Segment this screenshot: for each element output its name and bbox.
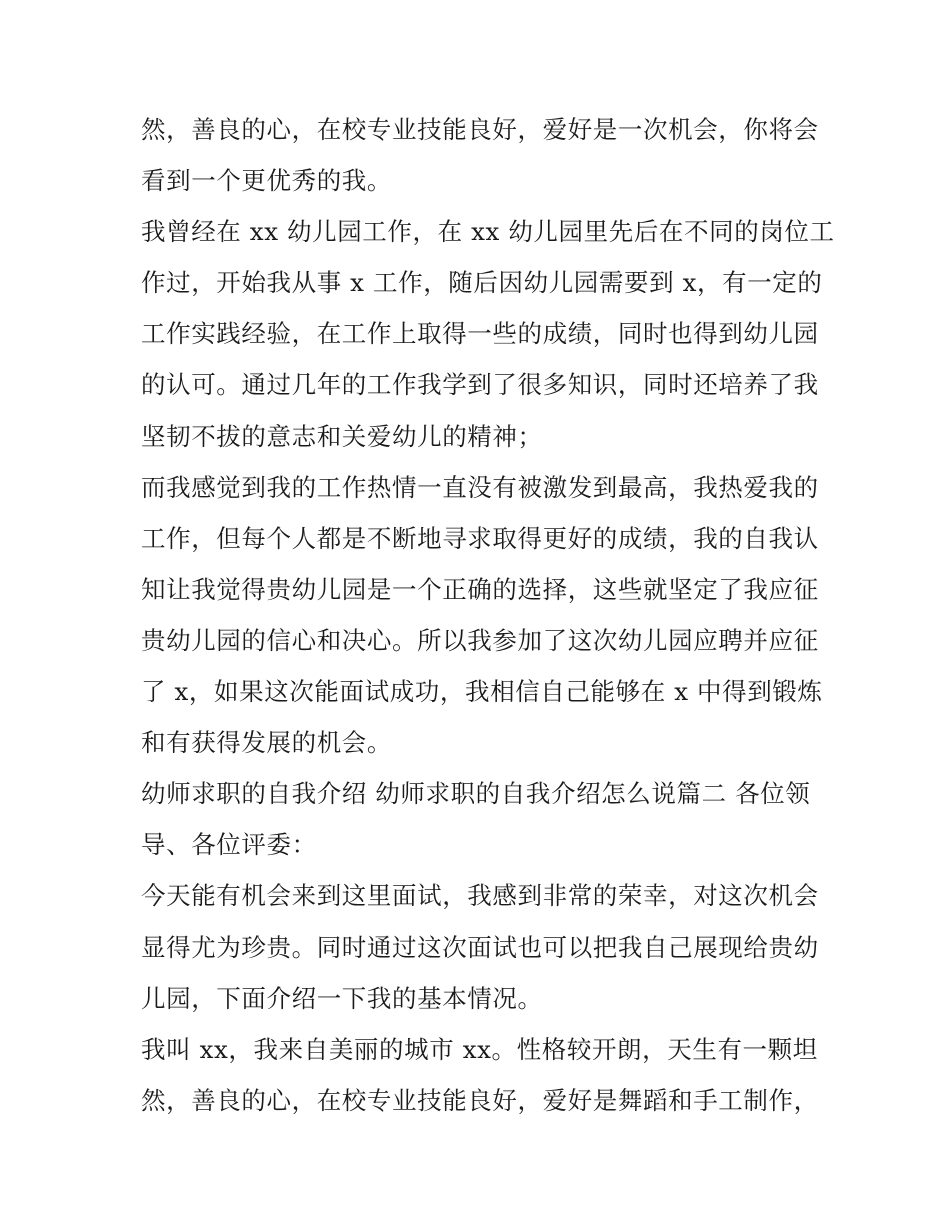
text-line: 知让我觉得贵幼儿园是一个正确的选择，这些就坚定了我应征 bbox=[141, 574, 819, 604]
text-line: 然，善良的心，在校专业技能良好，爱好是一次机会，你将会 bbox=[141, 115, 819, 144]
text-line: 贵幼儿园的信心和决心。所以我参加了这次幼儿园应聘并应征 bbox=[141, 625, 819, 655]
text-line: 坚韧不拔的意志和关爱幼儿的精神； bbox=[141, 421, 543, 451]
text-line: 儿园，下面介绍一下我的基本情况。 bbox=[141, 983, 543, 1013]
text-line: 和有获得发展的机会。 bbox=[141, 728, 392, 758]
text-line: 幼师求职的自我介绍 幼师求职的自我介绍怎么说篇二 各位领 bbox=[141, 779, 811, 809]
text-line: 我叫 xx，我来自美丽的城市 xx。性格较开朗，天生有一颗坦 bbox=[141, 1034, 818, 1064]
text-line: 作过，开始我从事 x 工作，随后因幼儿园需要到 x，有一定的 bbox=[141, 268, 823, 298]
text-line: 工作，但每个人都是不断地寻求取得更好的成绩，我的自我认 bbox=[141, 523, 819, 553]
text-line: 然，善良的心，在校专业技能良好，爱好是舞蹈和手工制作， bbox=[141, 1085, 819, 1115]
text-line: 而我感觉到我的工作热情一直没有被激发到最高，我热爱我的 bbox=[141, 472, 819, 502]
text-line: 工作实践经验，在工作上取得一些的成绩，同时也得到幼儿园 bbox=[141, 319, 819, 349]
text-line: 的认可。通过几年的工作我学到了很多知识，同时还培养了我 bbox=[141, 370, 819, 400]
text-line: 显得尤为珍贵。同时通过这次面试也可以把我自己展现给贵幼 bbox=[141, 932, 819, 962]
text-line: 今天能有机会来到这里面试，我感到非常的荣幸，对这次机会 bbox=[141, 881, 819, 911]
text-line: 我曾经在 xx 幼儿园工作，在 xx 幼儿园里先后在不同的岗位工 bbox=[141, 217, 835, 247]
text-line: 看到一个更优秀的我。 bbox=[141, 166, 392, 196]
text-line: 导、各位评委： bbox=[141, 830, 317, 860]
text-line: 了 x，如果这次能面试成功，我相信自己能够在 x 中得到锻炼 bbox=[141, 677, 823, 707]
document-body bbox=[141, 104, 835, 1126]
